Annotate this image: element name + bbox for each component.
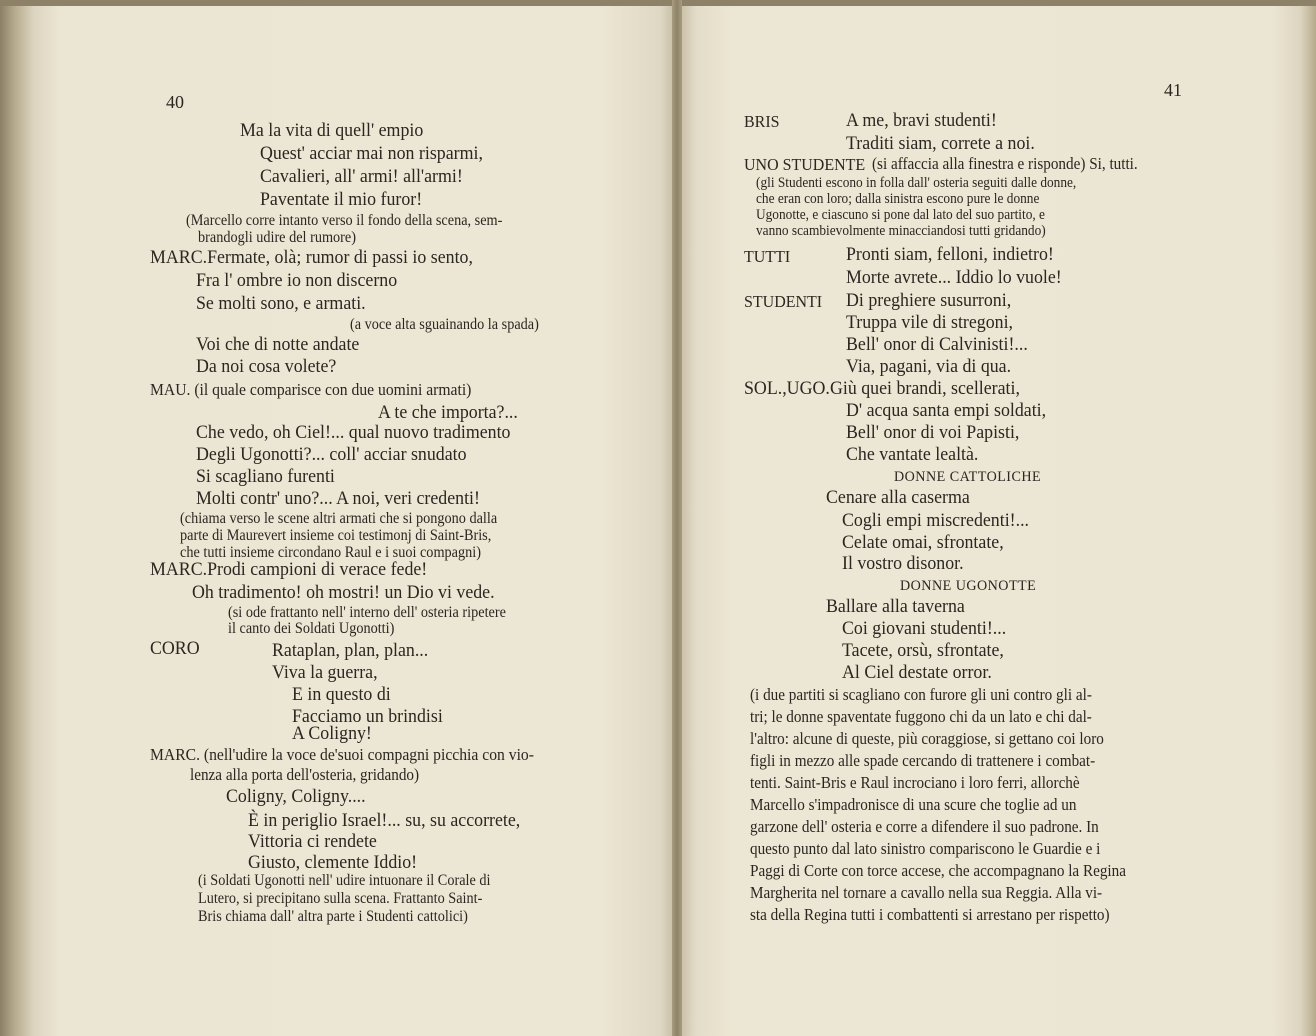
verse-line: Molti contr' uno?... A noi, veri credenti! <box>196 488 480 509</box>
verse-line: Che vedo, oh Ciel!... qual nuovo tradimento <box>196 422 511 443</box>
verse-line: Coi giovani studenti!... <box>842 618 1007 639</box>
stage-direction: sta della Regina tutti i combattenti si arrestano per rispetto) <box>750 905 1110 924</box>
stage-direction: garzone dell' osteria e corre a difendere il suo padrone. In <box>750 817 1099 836</box>
verse-line: Che vantate lealtà. <box>846 444 979 465</box>
verse-line: MARC.Prodi campioni di verace fede! <box>150 559 428 580</box>
stage-direction: (a voce alta sguainando la spada) <box>350 316 539 333</box>
verse-line: Celate omai, sfrontate, <box>842 532 1004 553</box>
verse-line: Bell' onor di voi Papisti, <box>846 422 1020 443</box>
verse-line: Cavalieri, all' armi! all'armi! <box>260 166 463 187</box>
stage-direction: Marcello s'impadronisce di una scure che toglie ad un <box>750 795 1077 814</box>
stage-direction: il canto dei Soldati Ugonotti) <box>228 620 395 637</box>
verse-line: Cenare alla caserma <box>826 487 970 508</box>
stage-direction: Paggi di Corte con torce accese, che accompagnano la Regina <box>750 861 1126 880</box>
verse-line: A me, bravi studenti! <box>846 110 997 131</box>
speaker-label: DONNE UGONOTTE <box>900 578 1037 594</box>
verse-line: Al Ciel destate orror. <box>842 662 992 683</box>
verse-line: Ballare alla taverna <box>826 596 965 617</box>
verse-line: Giù quei brandi, scellerati, <box>830 378 1020 399</box>
stage-direction: (chiama verso le scene altri armati che si pongono dalla <box>180 510 498 527</box>
speaker-label: TUTTI <box>744 247 791 266</box>
verse-line: Da noi cosa volete? <box>196 356 337 377</box>
verse-line: Paventate il mio furor! <box>260 189 423 210</box>
verse-line: Rataplan, plan, plan... <box>272 640 429 661</box>
verse-line: Si scagliano furenti <box>196 466 335 487</box>
verse-line: Di preghiere susurroni, <box>846 290 1012 311</box>
stage-direction: parte di Maurevert insieme coi testimonj di Saint-Bris, <box>180 527 492 544</box>
verse-line: Viva la guerra, <box>272 662 378 683</box>
stage-direction: (si ode frattanto nell' interno dell' osteria ripetere <box>228 604 506 621</box>
speaker-label: SOL.,UGO. <box>744 378 830 399</box>
page-number: 40 <box>166 92 184 112</box>
verse-line: Via, pagani, via di qua. <box>846 356 1012 377</box>
stage-direction: che tutti insieme circondano Raul e i suoi compagni) <box>180 544 481 561</box>
verse-line: Coligny, Coligny.... <box>226 786 366 807</box>
book-gutter <box>672 0 682 1036</box>
verse-line: Il vostro disonor. <box>842 553 964 574</box>
verse-line: MARC.Fermate, olà; rumor di passi io sento, <box>150 247 473 268</box>
stage-direction: figli in mezzo alle spade cercando di trattenere i combat- <box>750 751 1096 770</box>
stage-direction: Bris chiama dall' altra parte i Studenti cattolici) <box>198 908 468 925</box>
verse-line: Fra l' ombre io non discerno <box>196 270 398 291</box>
verse-line: Bell' onor di Calvinisti!... <box>846 334 1028 355</box>
right-page <box>682 6 1316 1036</box>
verse-line: E in questo di <box>292 684 391 705</box>
stage-direction: questo punto dal lato sinistro compariscono le Guardie e i <box>750 839 1101 858</box>
stage-direction: MARC. (nell'udire la voce de'suoi compagni picchia con vio- <box>150 745 534 764</box>
left-page <box>0 6 672 1036</box>
verse-line: Morte avrete... Iddio lo vuole! <box>846 267 1062 288</box>
verse-line: Traditi siam, correte a noi. <box>846 133 1035 154</box>
verse-line: È in periglio Israel!... su, su accorrete, <box>248 810 521 831</box>
page-number: 41 <box>1164 80 1182 100</box>
speaker-label: BRIS <box>744 112 780 131</box>
verse-line: Cogli empi miscredenti!... <box>842 510 1030 531</box>
verse-line: Oh tradimento! oh mostri! un Dio vi vede. <box>192 582 495 603</box>
verse-line: Pronti siam, felloni, indietro! <box>846 244 1054 265</box>
verse-line: D' acqua santa empi soldati, <box>846 400 1047 421</box>
stage-direction: (si affaccia alla finestra e risponde) Si, tutti. <box>872 154 1138 173</box>
verse-line: Vittoria ci rendete <box>248 831 377 852</box>
stage-direction: (Marcello corre intanto verso il fondo della scena, sem- <box>186 212 503 229</box>
verse-line: Quest' acciar mai non risparmi, <box>260 143 483 164</box>
verse-line: Voi che di notte andate <box>196 334 360 355</box>
speaker-label: CORO <box>150 638 200 659</box>
speaker-label: STUDENTI <box>744 292 823 311</box>
stage-direction: (gli Studenti escono in folla dall' osteria seguiti dalle donne, <box>756 175 1077 191</box>
verse-line: A te che importa?... <box>378 402 518 423</box>
stage-direction: l'altro: alcune di queste, più coraggiose, si gettano coi loro <box>750 729 1104 748</box>
stage-direction: vanno scambievolmente minacciandosi tutti gridando) <box>756 223 1046 239</box>
stage-direction: MAU. (il quale comparisce con due uomini armati) <box>150 380 472 399</box>
verse-line: Facciamo un brindisi <box>292 706 443 727</box>
verse-line: Tacete, orsù, sfrontate, <box>842 640 1004 661</box>
stage-direction: brandogli udire del rumore) <box>198 229 356 246</box>
stage-direction: tenti. Saint-Bris e Raul incrociano i loro ferri, allorchè <box>750 773 1080 792</box>
verse-line: Se molti sono, e armati. <box>196 293 366 314</box>
stage-direction: tri; le donne spaventate fuggono chi da un lato e chi dal- <box>750 707 1092 726</box>
verse-line: Degli Ugonotti?... coll' acciar snudato <box>196 444 467 465</box>
stage-direction: (i due partiti si scagliano con furore gli uni contro gli al- <box>750 685 1092 704</box>
stage-direction: Lutero, si precipitano sulla scena. Frattanto Saint- <box>198 890 483 907</box>
stage-direction: che eran con loro; dalla sinistra escono pure le donne <box>756 191 1040 207</box>
speaker-label: UNO STUDENTE <box>744 155 866 174</box>
stage-direction: (i Soldati Ugonotti nell' udire intuonare il Corale di <box>198 872 491 889</box>
verse-line: Truppa vile di stregoni, <box>846 312 1014 333</box>
stage-direction: lenza alla porta dell'osteria, gridando) <box>190 765 420 784</box>
stage-direction: Ugonotte, e ciascuno si pone dal lato del suo partito, e <box>756 207 1045 223</box>
stage-direction: Margherita nel tornare a cavallo nella sua Reggia. Alla vi- <box>750 883 1103 902</box>
verse-line: A Coligny! <box>292 723 372 744</box>
verse-line: Ma la vita di quell' empio <box>240 120 424 141</box>
speaker-label: DONNE CATTOLICHE <box>894 469 1042 485</box>
verse-line: Giusto, clemente Iddio! <box>248 852 418 873</box>
